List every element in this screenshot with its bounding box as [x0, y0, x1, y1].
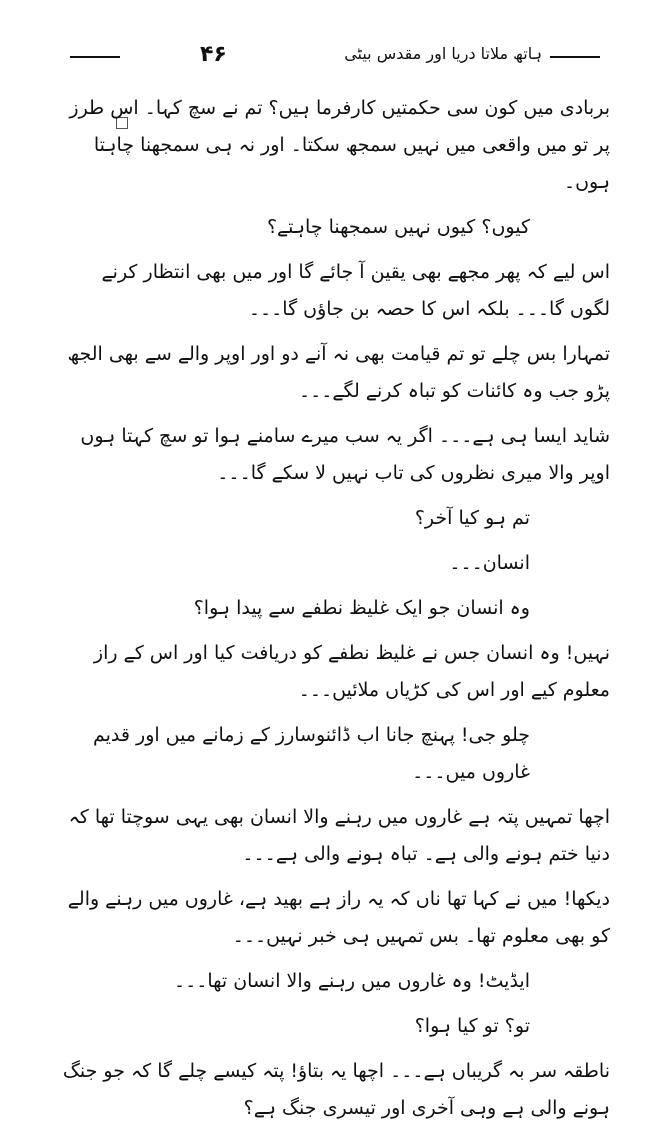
body-text [60, 90, 610, 1135]
paragraph: تم ہو کیا آخر؟ [414, 507, 530, 529]
paragraph: وہ انسان جو ایک غلیظ نطفے سے پیدا ہوا؟ [193, 597, 530, 619]
paragraph: اس لیے کہ پھر مجھے بھی یقین آ جائے گا اور میں بھی انتظار کرنے لگوں گا۔۔۔ بلکہ اس کا حصہ بن جاؤں گا۔۔۔ [101, 261, 610, 320]
paragraph: دیکھا! میں نے کہا تھا ناں کہ یہ راز ہے بھید ہے، غاروں میں رہنے والے کو بھی معلوم تھا۔ بس تمہیں ہی خبر نہیں۔۔۔ [67, 888, 610, 947]
paragraph: ناطقہ سر بہ گریباں ہے۔۔۔ اچھا یہ بتاؤ! پتہ کیسے چلے گا کہ جو جنگ ہونے والی ہے وہی آخری اور تیسری جنگ ہے؟ [62, 1060, 610, 1119]
page-number: ۴۶ [200, 42, 227, 67]
paragraph: اچھا تمہیں پتہ ہے غاروں میں رہنے والا انسان بھی یہی سوچتا تھا کہ دنیا ختم ہونے والی ہے۔ تباہ ہونے والی ہے۔۔۔ [68, 806, 610, 865]
paragraph: نہیں! وہ انسان جس نے غلیظ نطفے کو دریافت کیا اور اس کے راز معلوم کیے اور اس کی کڑیاں ملائیں۔۔۔ [93, 642, 610, 701]
page-header [70, 40, 600, 76]
paragraph: بربادی میں کون سی حکمتیں کارفرما ہیں؟ تم نے سچ کہا۔ اس طرز پر تو میں واقعی میں نہیں سمجھ سکتا۔ اور نہ ہی سمجھنا چاہتا ہوں۔ [69, 97, 610, 193]
paragraph: تمہارا بس چلے تو تم قیامت بھی نہ آنے دو اور اوپر والے سے بھی الجھ پڑو جب وہ کائنات کو تباہ کرنے لگے۔۔۔ [67, 343, 610, 402]
header-rule-left [70, 56, 120, 58]
paragraph: شاید ایسا ہی ہے۔۔۔ اگر یہ سب میرے سامنے ہوا تو سچ کہتا ہوں اوپر والا میری نظروں کی تاب نہیں لا سکے گا۔۔۔ [80, 425, 610, 484]
paragraph: چلو جی! پہنچ جانا اب ڈائنوسارز کے زمانے میں اور قدیم غاروں میں۔۔۔ [92, 724, 530, 783]
paragraph: ایڈیٹ! وہ غاروں میں رہنے والا انسان تھا۔۔۔ [173, 970, 530, 992]
paragraph: کیوں؟ کیوں نہیں سمجھنا چاہتے؟ [266, 216, 530, 238]
book-title: ہاتھ ملاتا دریا اور مقدس بیٹی [344, 44, 542, 63]
header-rule-right [550, 56, 600, 58]
paragraph: انسان۔۔۔ [449, 552, 530, 574]
paragraph: تو؟ تو کیا ہوا؟ [414, 1015, 530, 1037]
